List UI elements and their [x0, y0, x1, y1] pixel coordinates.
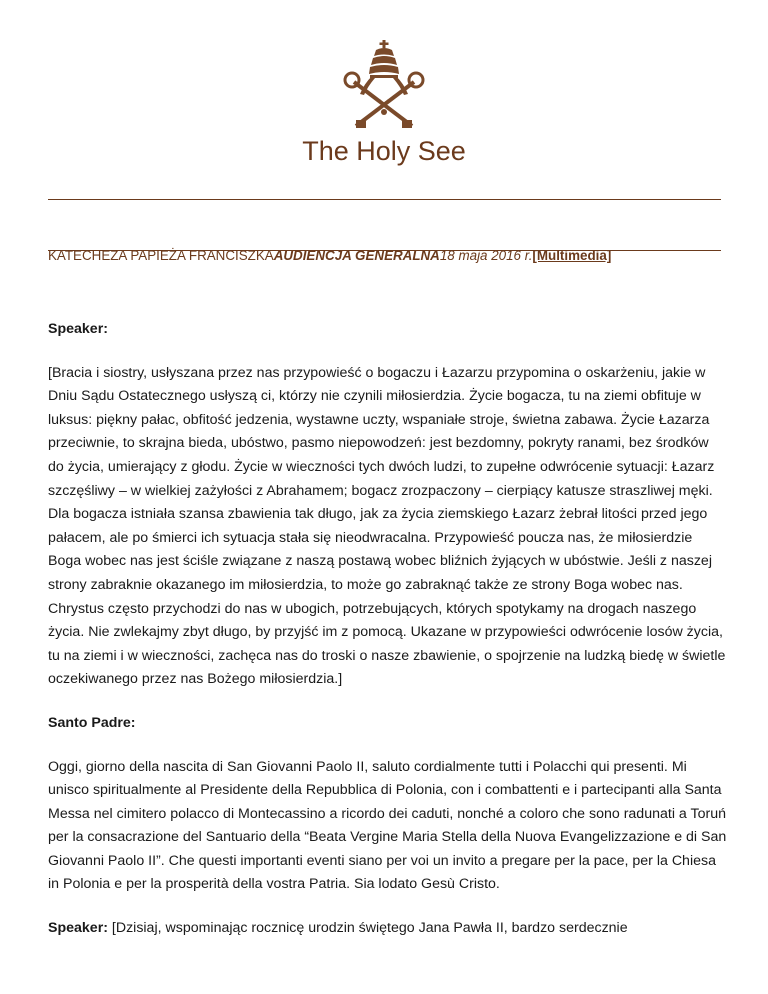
site-title[interactable]: The Holy See: [302, 136, 466, 166]
breadcrumb-date: 18 maja 2016 r.: [439, 248, 533, 263]
speaker-paragraph-2: [Dzisiaj, wspominając rocznicę urodzin świętego Jana Pawła II, bardzo serdecznie: [107, 920, 628, 937]
papal-keys-tiara-emblem: [340, 40, 428, 130]
santo-padre-label: Santo Padre:: [48, 714, 136, 731]
speaker-label-2: Speaker:: [48, 920, 108, 937]
breadcrumb-catechesis: KATECHEZA PAPIEŻA FRANCISZKA: [48, 248, 274, 263]
breadcrumb: [48, 248, 721, 263]
speaker-label: Speaker:: [48, 321, 108, 337]
santo-padre-paragraph: Oggi, giorno della nascita di San Giovanni Paolo II, saluto cordialmente tutti i Polacchi qui presenti. Mi unisco spiritualmente al Presidente della Repubblica di Polonia, con i combattenti e i partecipanti alla Santa Messa nel cimitero polacco di Montecassino a ricordo dei caduti, nonché a coloro che sono radunati a Toruń per la consacrazione del Santuario della “Beata Vergine Maria Stella della Nuova Evangelizzazione e di San Giovanni Paolo II”. Che questi importanti eventi siano per voi un invito a pregare per la pace, per la Chiesa in Polonia e per la prosperità della vostra Patria. Sia lodato Gesù Cristo.: [48, 758, 727, 893]
multimedia-link[interactable]: [Multimedia]: [532, 248, 612, 263]
header-divider: [48, 199, 721, 200]
emblem-icon: [340, 40, 428, 130]
article-body: [48, 318, 728, 961]
speaker-paragraph: [Bracia i siostry, usłyszana przez nas przypowieść o bogaczu i Łazarzu przypomina o oskarżeniu, jakie w Dniu Sądu Ostatecznego usłyszą ci, którzy nie czynili miłosierdzia. Życie bogacza, tu na ziemi obfituje w luksus: piękny pałac, obfitość jedzenia, wystawne uczty, wspaniałe stroje, świetna zabawa. Życie Łazarza przeciwnie, to skrajna bieda, ubóstwo, pasmo niepowodzeń: jest bezdomny, pokryty ranami, bez środków do życia, umierający z głodu. Życie w wieczności tych dwóch ludzi, to zupełne odwrócenie sytuacji: Łazarz szczęśliwy – w wielkiej zażyłości z Abrahamem; bogacz zrozpaczony – cierpiący katusze straszliwej męki. Dla bogacza istniała szansa zbawienia tak długo, jak za życia ziemskiego Łazarz żebrał litości przed jego pałacem, ale po śmierci ich sytuacja stała się nieodwracalna. Przypowieść poucza nas, że miłosierdzie Boga wobec nas jest ściśle związane z naszą postawą wobec bliźnich żyjących w ubóstwie. Jeśli z naszej strony zabraknie okazanego im miłosierdzia, to może go zabraknąć także ze strony Boga wobec nas. Chrystus często przychodzi do nas w ubogich, potrzebujących, których spotykamy na drogach naszego życia. Nie zwlekajmy zbyt długo, by przyjść im z pomocą. Ukazane w przypowieści odwrócenie losów życia, tu na ziemi i w wieczności, zachęca nas do troski o nasze zbawienie, o spojrzenie na ludzką biedę w świetle oczekiwanego przez nas Bożego miłosierdzia.]: [48, 364, 726, 688]
breadcrumb-audience: AUDIENCJA GENERALNA: [273, 248, 440, 263]
